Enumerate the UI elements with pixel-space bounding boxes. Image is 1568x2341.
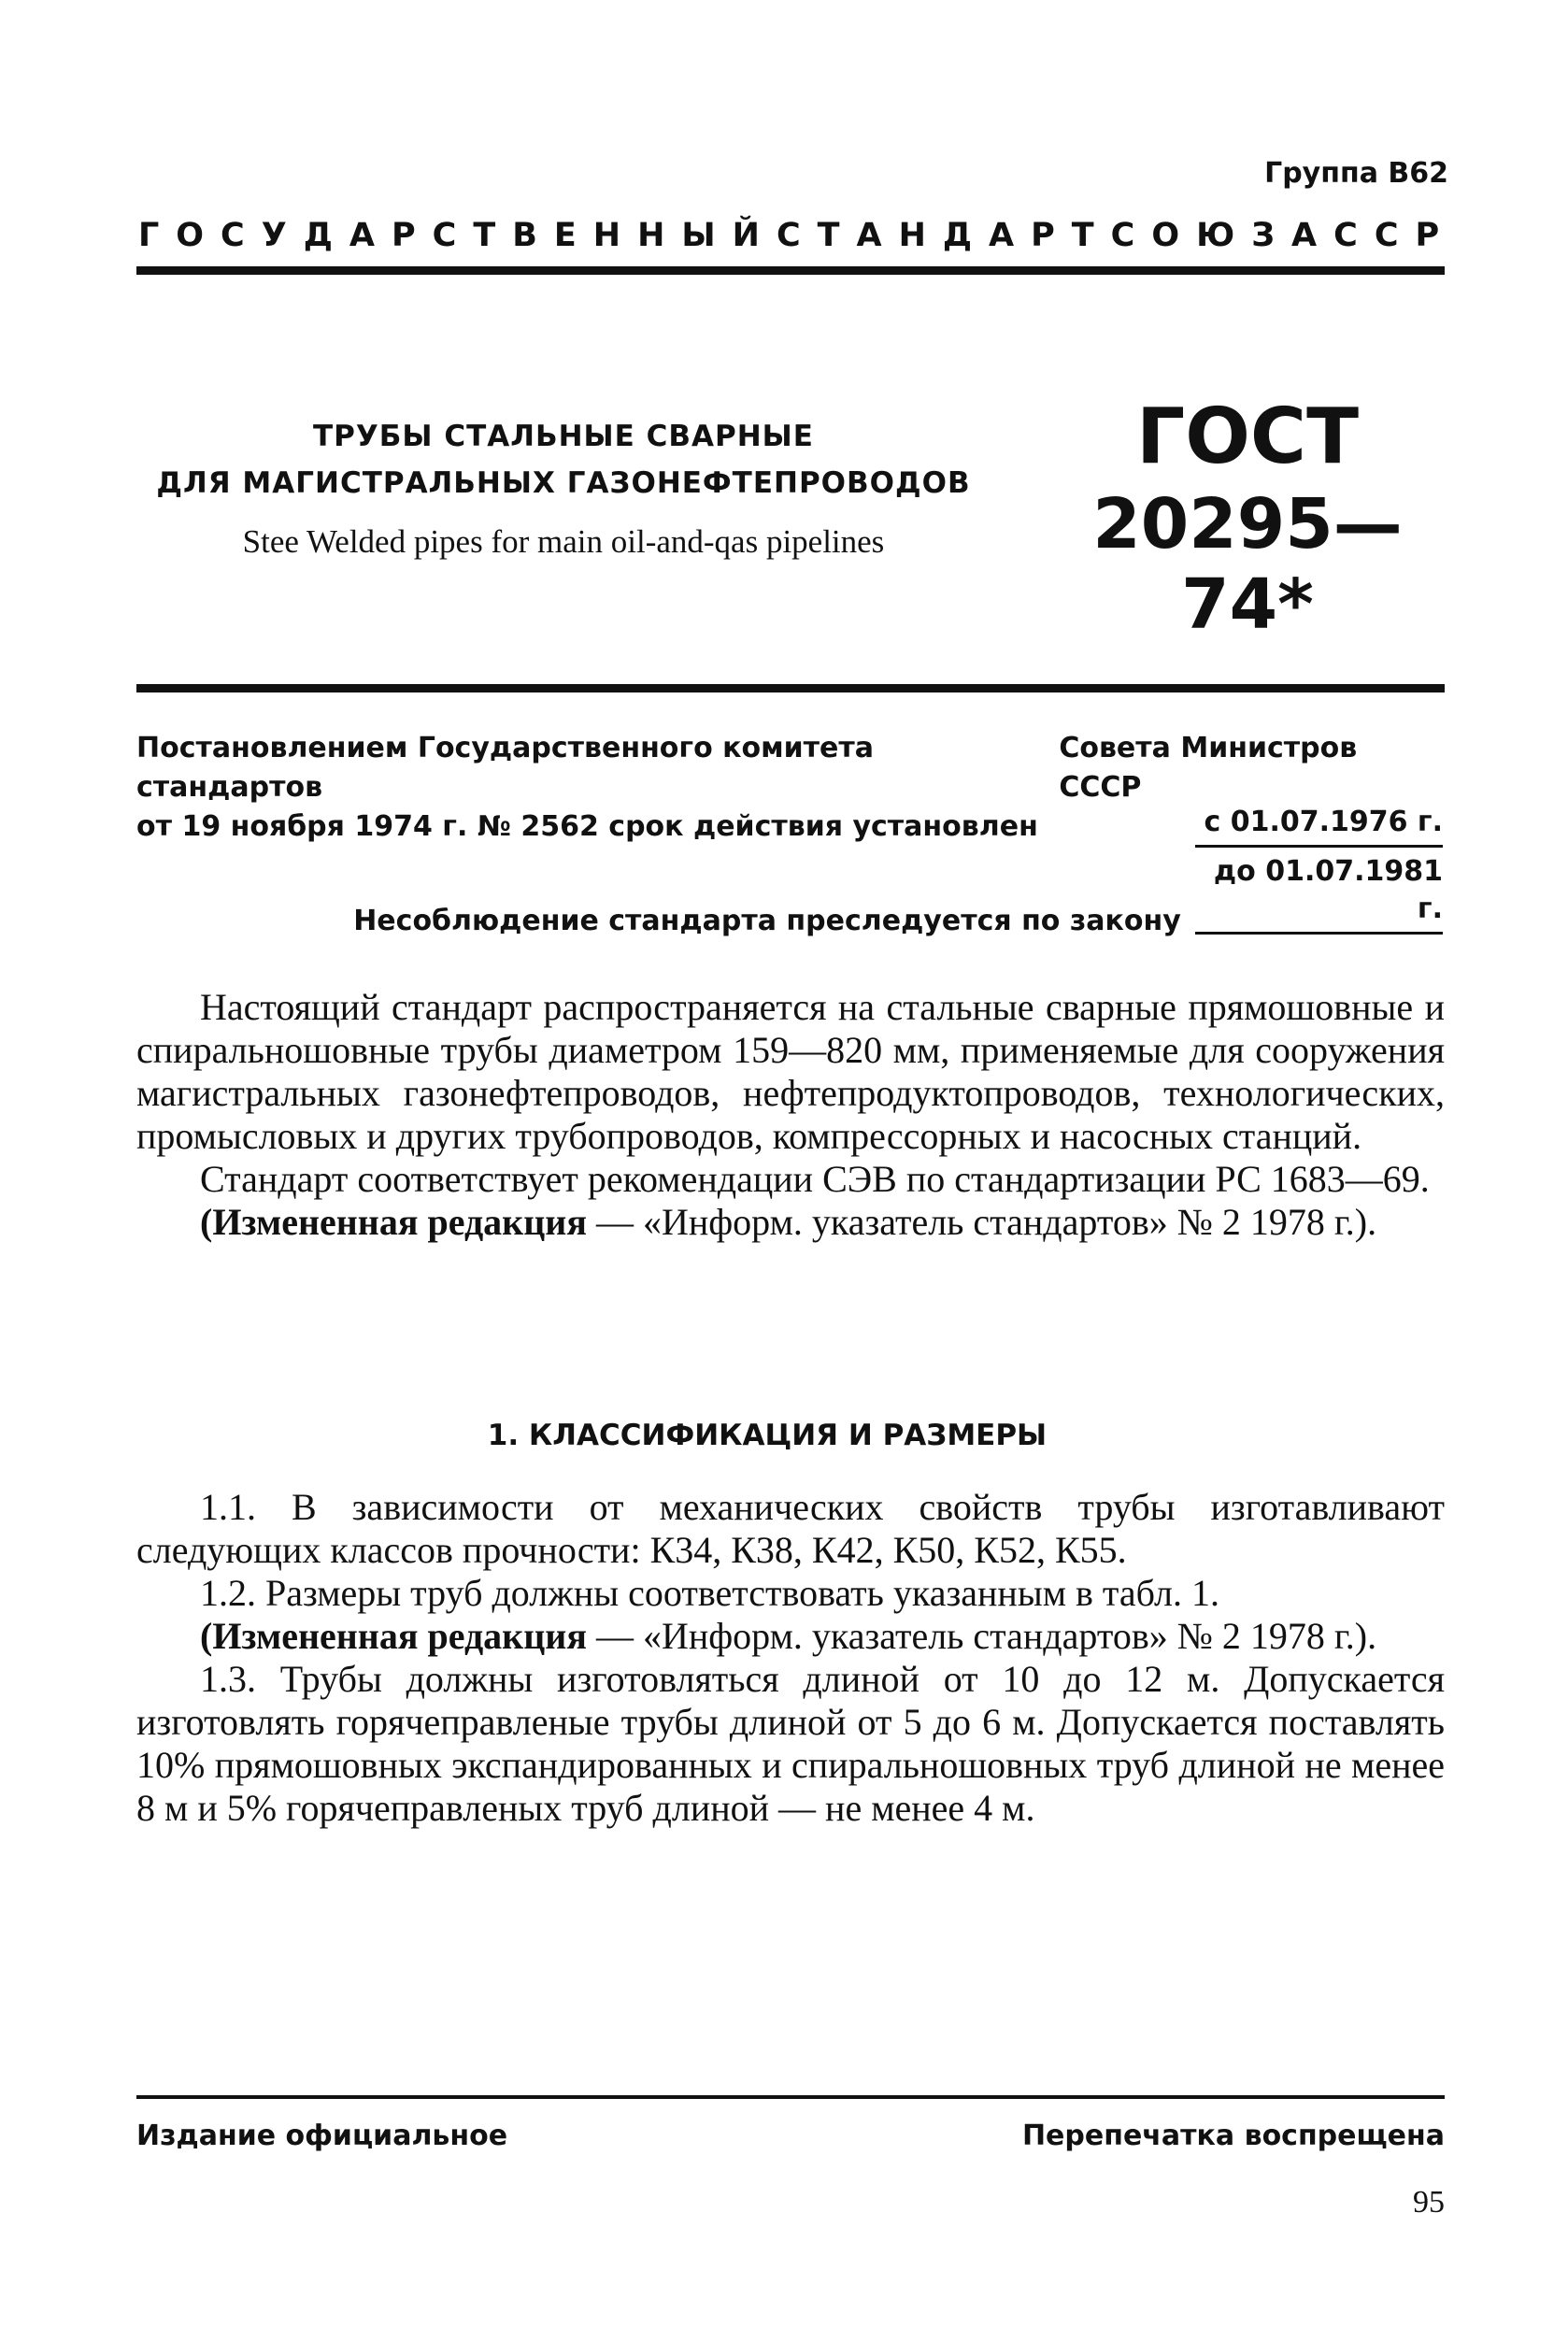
intro-text	[136, 986, 1445, 1244]
reprint-note: Перепечатка воспрещена	[1021, 2120, 1445, 2152]
clause-1-3: 1.3. Трубы должны изготовляться длиной от 10 до 12 м. Допускается изготовлять горячеправленые трубы длиной от 5 до 6 м. Допускается поставлять 10% прямошовных экспандированных и спиральношовных труб длиной не менее 8 м и 5% горячеправленых труб длиной — не менее 4 м.	[136, 1658, 1445, 1829]
title-line-2: ДЛЯ МАГИСТРАЛЬНЫХ ГАЗОНЕФТЕПРОВОДОВ	[156, 466, 971, 500]
title-line-1: ТРУБЫ СТАЛЬНЫЕ СВАРНЫЕ	[313, 420, 814, 453]
page-number: 95	[1413, 2185, 1445, 2220]
title-english: Stee Welded pipes for main oil-and-qas pipelines	[242, 523, 885, 560]
title-rule	[136, 684, 1445, 692]
gost-label: ГОСТ	[1135, 393, 1360, 481]
amendment-text: — «Информ. указатель стандартов» № 2 1978 г.).	[595, 1201, 1377, 1243]
amendment-text: — «Информ. указатель стандартов» № 2 1978 г.).	[595, 1615, 1377, 1657]
date-from: с 01.07.1976 г.	[1195, 804, 1443, 848]
gost-number: 20295—74*	[1092, 484, 1403, 645]
clause-1-2: 1.2. Размеры труб должны соответствовать указанным в табл. 1.	[200, 1572, 1219, 1614]
masthead-rule	[136, 266, 1445, 275]
footer-rule	[136, 2095, 1445, 2099]
group-code: Группа В62	[1264, 157, 1448, 190]
section-1-text	[136, 1486, 1445, 1830]
masthead-word-3: СОЮЗА	[1110, 217, 1334, 254]
date-to: до 01.07.1981 г.	[1195, 853, 1443, 935]
masthead-word-2: СТАНДАРТ	[776, 217, 1111, 254]
clause-1-1: 1.1. В зависимости от механических свойств трубы изготавливают следующих классов прочности: К34, К38, К42, К50, К52, К55.	[136, 1486, 1445, 1571]
masthead-word-1: ГОСУДАРСТВЕННЫЙ	[138, 217, 777, 254]
masthead	[138, 217, 1457, 254]
decree-line-2: от 19 ноября 1974 г. № 2562 срок действия установлен	[136, 810, 1038, 843]
section-heading: 1. КЛАССИФИКАЦИЯ И РАЗМЕРЫ	[487, 1419, 1048, 1452]
amendment-label: (Измененная редакция	[200, 1201, 587, 1243]
edition-note: Издание официальное	[136, 2120, 508, 2152]
masthead-word-4: ССР	[1333, 217, 1457, 254]
intro-paragraph-1: Настоящий стандарт распространяется на стальные сварные прямошовные и спиральношовные трубы диаметром 159—820 мм, применяемые для сооружения магистральных газонефтепроводов, нефтепродуктопроводов, технологических, промысловых и других трубопроводов, компрессорных и насосных станций.	[136, 986, 1445, 1157]
legal-warning: Несоблюдение стандарта преследуется по закону	[353, 905, 1181, 937]
amendment-label: (Измененная редакция	[200, 1615, 587, 1657]
decree-line-1-right: Совета Министров СССР	[1059, 732, 1358, 804]
decree-line-1-left: Постановлением Государственного комитета стандартов	[136, 732, 875, 804]
title-block	[138, 413, 989, 561]
section-amendment	[136, 1615, 1445, 1658]
intro-amendment	[136, 1201, 1445, 1244]
intro-paragraph-2: Стандарт соответствует рекомендации СЭВ по стандартизации РС 1683—69.	[200, 1158, 1430, 1200]
